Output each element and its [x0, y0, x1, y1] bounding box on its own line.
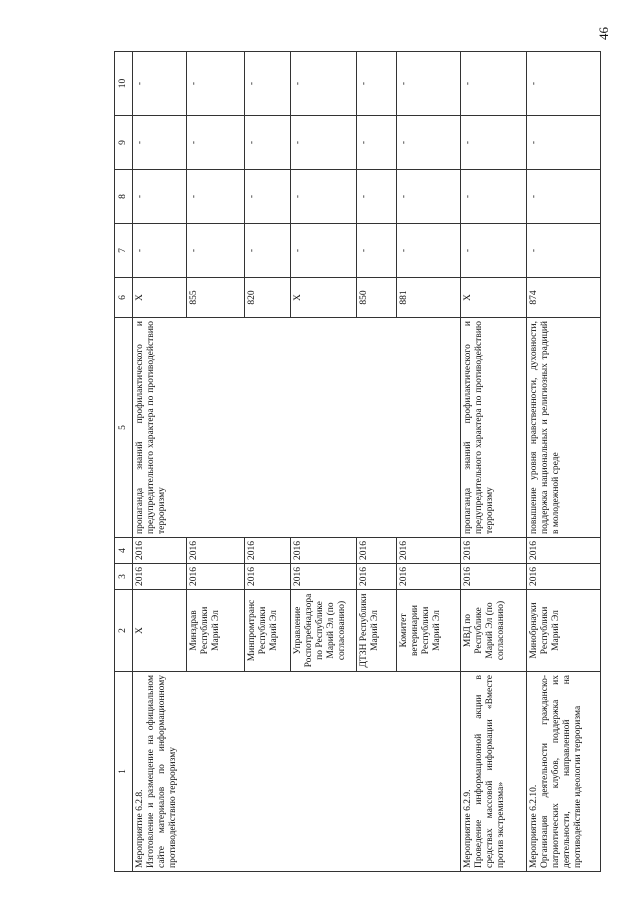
value-cell: - — [133, 52, 187, 116]
value-cell: - — [187, 224, 245, 278]
value-cell: - — [397, 170, 461, 224]
value-cell: - — [527, 116, 601, 170]
value-cell: - — [357, 224, 397, 278]
column-header: 3 — [115, 564, 133, 590]
column-header: 6 — [115, 278, 133, 318]
result-cell — [397, 318, 461, 538]
value-cell: - — [397, 224, 461, 278]
year-start-cell: 2016 — [397, 564, 461, 590]
column-header: 2 — [115, 590, 133, 672]
measure-cell: Мероприятие 6.2.10. Организация деятельности гражданско-патриотических клубов, поддержка их деятельности, направленной на противодействие идеологии терроризма — [527, 672, 601, 872]
year-start-cell: 2016 — [527, 564, 601, 590]
executor-cell: ДТЗН Республики Марий Эл — [357, 590, 397, 672]
column-header: 7 — [115, 224, 133, 278]
column-header: 1 — [115, 672, 133, 872]
value-cell: - — [245, 170, 291, 224]
code-cell: 850 — [357, 278, 397, 318]
executor-cell: Минздрав Республики Марий Эл — [187, 590, 245, 672]
measure-cell — [187, 672, 245, 872]
executor-cell: Управление Роспотребнадзора по Республике Марий Эл (по согласованию) — [291, 590, 357, 672]
value-cell: - — [461, 52, 527, 116]
measure-cell: Мероприятие 6.2.8. Изготовление и размещение на официальном сайте материалов по информационному противодействию терроризму — [133, 672, 187, 872]
executor-cell: Минобрнауки Республики Марий Эл — [527, 590, 601, 672]
year-start-cell: 2016 — [357, 564, 397, 590]
column-header: 10 — [115, 52, 133, 116]
year-start-cell: 2016 — [187, 564, 245, 590]
value-cell: - — [187, 116, 245, 170]
value-cell: - — [291, 116, 357, 170]
value-cell: - — [527, 52, 601, 116]
table-header-row — [115, 52, 133, 872]
table-row — [461, 52, 527, 872]
table-row — [245, 52, 291, 872]
value-cell: - — [397, 116, 461, 170]
year-end-cell: 2016 — [397, 538, 461, 564]
table-row — [527, 52, 601, 872]
result-cell — [245, 318, 291, 538]
executor-cell: Комитет ветеринарии Республики Марий Эл — [397, 590, 461, 672]
page-number: 46 — [596, 27, 611, 40]
value-cell: - — [291, 170, 357, 224]
value-cell: - — [397, 52, 461, 116]
measure-cell — [397, 672, 461, 872]
result-cell — [291, 318, 357, 538]
value-cell: - — [245, 116, 291, 170]
value-cell: - — [461, 170, 527, 224]
code-cell: 874 — [527, 278, 601, 318]
year-end-cell: 2016 — [291, 538, 357, 564]
column-header: 9 — [115, 116, 133, 170]
measure-cell — [357, 672, 397, 872]
year-end-cell: 2016 — [245, 538, 291, 564]
value-cell: - — [527, 170, 601, 224]
year-end-cell: 2016 — [527, 538, 601, 564]
value-cell: - — [133, 116, 187, 170]
value-cell: - — [133, 170, 187, 224]
result-cell — [357, 318, 397, 538]
code-cell: 855 — [187, 278, 245, 318]
result-cell — [187, 318, 245, 538]
code-cell: 820 — [245, 278, 291, 318]
table-row — [133, 52, 187, 872]
value-cell: - — [357, 116, 397, 170]
executor-cell: Минпромтранс Республики Марий Эл — [245, 590, 291, 672]
result-cell: пропаганда знаний профилактического и предупредительного характера по противодействию терроризму — [461, 318, 527, 538]
code-cell: X — [133, 278, 187, 318]
value-cell: - — [357, 170, 397, 224]
value-cell: - — [187, 52, 245, 116]
table-row — [357, 52, 397, 872]
value-cell: - — [133, 224, 187, 278]
table-row — [187, 52, 245, 872]
measure-cell — [291, 672, 357, 872]
year-end-cell: 2016 — [187, 538, 245, 564]
value-cell: - — [527, 224, 601, 278]
executor-cell: X — [133, 590, 187, 672]
rotated-table-container — [114, 52, 614, 872]
year-start-cell: 2016 — [461, 564, 527, 590]
table-row — [397, 52, 461, 872]
value-cell: - — [461, 116, 527, 170]
value-cell: - — [245, 52, 291, 116]
code-cell: 881 — [397, 278, 461, 318]
value-cell: - — [245, 224, 291, 278]
year-end-cell: 2016 — [357, 538, 397, 564]
measure-cell: Мероприятие 6.2.9. Проведение информационной акции в средствах массовой информации «Вместе против экстремизма» — [461, 672, 527, 872]
value-cell: - — [291, 224, 357, 278]
column-header: 8 — [115, 170, 133, 224]
value-cell: - — [291, 52, 357, 116]
value-cell: - — [357, 52, 397, 116]
year-start-cell: 2016 — [291, 564, 357, 590]
program-measures-table — [114, 51, 601, 872]
year-end-cell: 2016 — [461, 538, 527, 564]
measure-cell — [245, 672, 291, 872]
executor-cell: МВД по Республике Марий Эл (по согласованию) — [461, 590, 527, 672]
year-start-cell: 2016 — [245, 564, 291, 590]
table-row — [291, 52, 357, 872]
result-cell: пропаганда знаний профилактического и предупредительного характера по противодействию терроризму — [133, 318, 187, 538]
code-cell: X — [291, 278, 357, 318]
result-cell: повышение уровня нравственности, духовности, поддержка национальных и религиозных традиций в молодежной среде — [527, 318, 601, 538]
value-cell: - — [187, 170, 245, 224]
year-end-cell: 2016 — [133, 538, 187, 564]
year-start-cell: 2016 — [133, 564, 187, 590]
column-header: 4 — [115, 538, 133, 564]
code-cell: X — [461, 278, 527, 318]
value-cell: - — [461, 224, 527, 278]
column-header: 5 — [115, 318, 133, 538]
